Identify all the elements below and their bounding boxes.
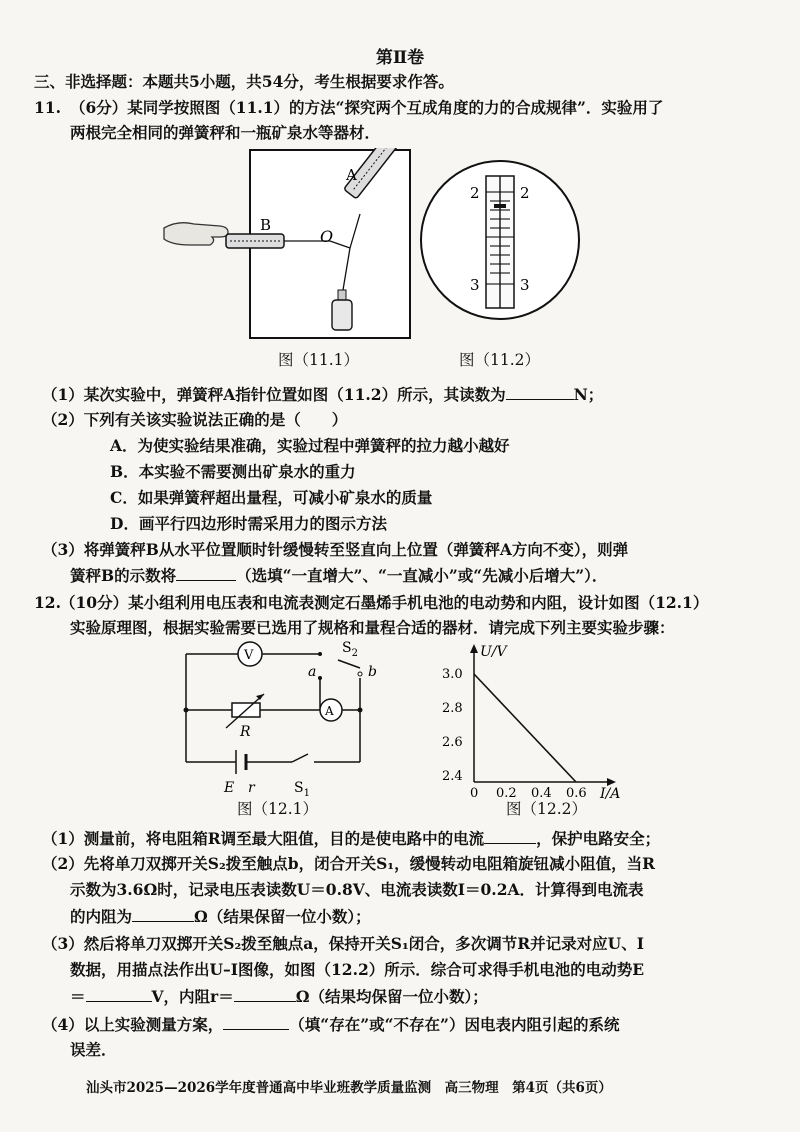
q11-stem-line2: 两根完全相同的弹簧秤和一瓶矿泉水等器材． xyxy=(70,123,381,142)
resistor-label: R xyxy=(240,724,251,740)
contact-b: b xyxy=(368,664,377,680)
q11-part1-blank[interactable] xyxy=(506,385,574,400)
pointer xyxy=(494,204,506,208)
ytick-label: 3.0 xyxy=(442,667,463,682)
chart-xlabel: I/A xyxy=(600,786,621,800)
fig11-1-caption: 图（11.1） xyxy=(278,351,360,369)
q11-option-a[interactable]: A．为使实验结果准确，实验过程中弹簧秤的拉力越小越好 xyxy=(110,436,510,455)
figure-11-2 xyxy=(420,150,580,340)
fig12-1-caption: 图（12.1） xyxy=(237,800,319,818)
q12-part3-text-b: V，内阻r＝ xyxy=(151,987,234,1006)
y-axis-arrow xyxy=(470,644,478,653)
xtick-label: 0.4 xyxy=(531,786,552,800)
hand-icon xyxy=(164,223,228,245)
fig11-2-tick-2-right: 2 xyxy=(520,184,530,202)
q11-part3-line1: （3）将弹簧秤B从水平位置顺时针缓慢转至竖直向上位置（弹簧秤A方向不变），则弹 xyxy=(42,540,629,559)
q12-stem-line2: 实验原理图，根据实验需要已选用了规格和量程合适的器材．请完成下列主要实验步骤： xyxy=(70,618,675,637)
q12-part3-line3 xyxy=(70,987,488,1007)
xtick-label: 0.6 xyxy=(566,786,587,800)
q12-part4-text-b: （填“存在”或“不存在”）因电表内阻引起的系统 xyxy=(289,1015,620,1034)
ammeter-label: A xyxy=(325,704,334,718)
q12-part2-line2: 示数为3.6Ω时，记录电压表读数U＝0.8V、电流表读数I＝0.2A．计算得到电流表 xyxy=(70,880,644,899)
switch2-label: $S_2$ xyxy=(342,640,358,659)
fig11-2-tick-3-left: 3 xyxy=(470,276,480,294)
fig11-label-b: B xyxy=(260,216,272,234)
q11-part1 xyxy=(42,385,603,405)
q12-part3-text-a: ＝ xyxy=(70,987,86,1006)
page-footer: 汕头市2025—2026学年度普通高中毕业班教学质量监测 高三物理 第4页（共6页） xyxy=(86,1080,612,1096)
fig12-2-caption: 图（12.2） xyxy=(506,800,588,818)
q12-part3-line1: （3）然后将单刀双掷开关S₂拨至触点a，保持开关S₁闭合，多次调节R并记录对应U、I xyxy=(42,934,644,953)
q11-part2: （2）下列有关该实验说法正确的是（ ） xyxy=(42,410,348,429)
fig11-2-tick-2-left: 2 xyxy=(470,184,480,202)
q12-part1-text: （1）测量前，将电阻箱R调至最大阻值，目的是使电路中的电流 xyxy=(42,829,485,848)
page-title: 第Ⅱ卷 xyxy=(375,48,425,68)
q11-part3-blank[interactable] xyxy=(176,566,236,581)
q11-part1-text: （1）某次实验中，弹簧秤A指针位置如图（11.2）所示，其读数为 xyxy=(42,385,506,404)
q11-option-d[interactable]: D．画平行四边形时需采用力的图示方法 xyxy=(110,514,387,533)
chart-ylabel: U/V xyxy=(480,644,507,660)
figure-12-1 xyxy=(180,638,380,798)
series-line-U-I xyxy=(474,674,576,782)
voltmeter-label: V xyxy=(244,648,254,663)
contact-a: a xyxy=(308,664,317,680)
section-heading: 三、非选择题：本题共5小题，共54分，考生根据要求作答。 xyxy=(34,72,454,91)
ytick-label: 2.4 xyxy=(442,769,463,784)
q12-part4-line1 xyxy=(42,1015,619,1035)
q11-part1-unit: N； xyxy=(573,385,604,404)
ytick-label: 2.6 xyxy=(442,735,463,750)
q12-part4-text-a: （4）以上实验测量方案， xyxy=(42,1015,224,1034)
q12-part3-text-c: Ω（结果均保留一位小数）； xyxy=(295,987,488,1006)
q11-part3-line2 xyxy=(70,566,607,586)
fig11-2-tick-3-right: 3 xyxy=(520,276,530,294)
q11-part3-text-b: （选填“一直增大”、“一直减小”或“先减小后增大”）． xyxy=(236,566,608,585)
ytick-label: 2.8 xyxy=(442,701,463,716)
q12-part1 xyxy=(42,829,660,849)
figure-12-2-chart xyxy=(440,640,640,800)
q11-option-c[interactable]: C．如果弹簧秤超出量程，可减小矿泉水的质量 xyxy=(110,488,433,507)
q12-part3-blank-emf[interactable] xyxy=(86,987,152,1002)
x-axis-arrow xyxy=(607,778,616,786)
q12-part4-line2: 误差． xyxy=(70,1040,117,1059)
q12-part1-blank[interactable] xyxy=(484,829,536,844)
xtick-label: 0.2 xyxy=(496,786,517,800)
q12-part3-blank-r[interactable] xyxy=(234,987,296,1002)
xtick-label: 0 xyxy=(470,786,479,800)
q12-stem-line1: （10分）某小组利用电压表和电流表测定石墨烯手机电池的电动势和内阻，设计如图（12.1） xyxy=(60,593,709,612)
fig11-label-a: A xyxy=(346,166,357,184)
q12-part2-line3 xyxy=(70,907,371,927)
q12-number: 12. xyxy=(34,593,61,612)
q11-option-b[interactable]: B．本实验不需要测出矿泉水的重力 xyxy=(110,462,356,481)
fig11-2-caption: 图（11.2） xyxy=(459,351,541,369)
q12-part3-line2: 数据，用描点法作出U–I图像，如图（12.2）所示．综合可求得手机电池的电动势E xyxy=(70,960,645,979)
q11-part3-text-a: 簧秤B的示数将 xyxy=(70,566,177,585)
q12-part4-blank[interactable] xyxy=(223,1015,289,1030)
q12-part2-blank[interactable] xyxy=(132,907,194,922)
fig11-label-o: O xyxy=(320,227,334,246)
q12-part2-line1: （2）先将单刀双掷开关S₂拨至触点b，闭合开关S₁，缓慢转动电阻箱旋钮减小阻值，当R xyxy=(42,854,655,873)
q11-stem-line1: （6分）某同学按照图（11.1）的方法“探究两个互成角度的力的合成规律”．实验用了 xyxy=(70,98,664,117)
switch1-label: $S_1$ xyxy=(294,780,310,798)
q12-part2-text-a: 的内阻为 xyxy=(70,907,133,926)
q12-part2-text-b: Ω（结果保留一位小数）； xyxy=(194,907,371,926)
q11-number: 11. xyxy=(34,98,61,117)
q12-part1-text-b: ，保护电路安全； xyxy=(536,829,661,848)
figure-11-1 xyxy=(160,148,420,368)
emf-label: E xyxy=(224,780,235,796)
internal-r-label: r xyxy=(248,780,255,796)
